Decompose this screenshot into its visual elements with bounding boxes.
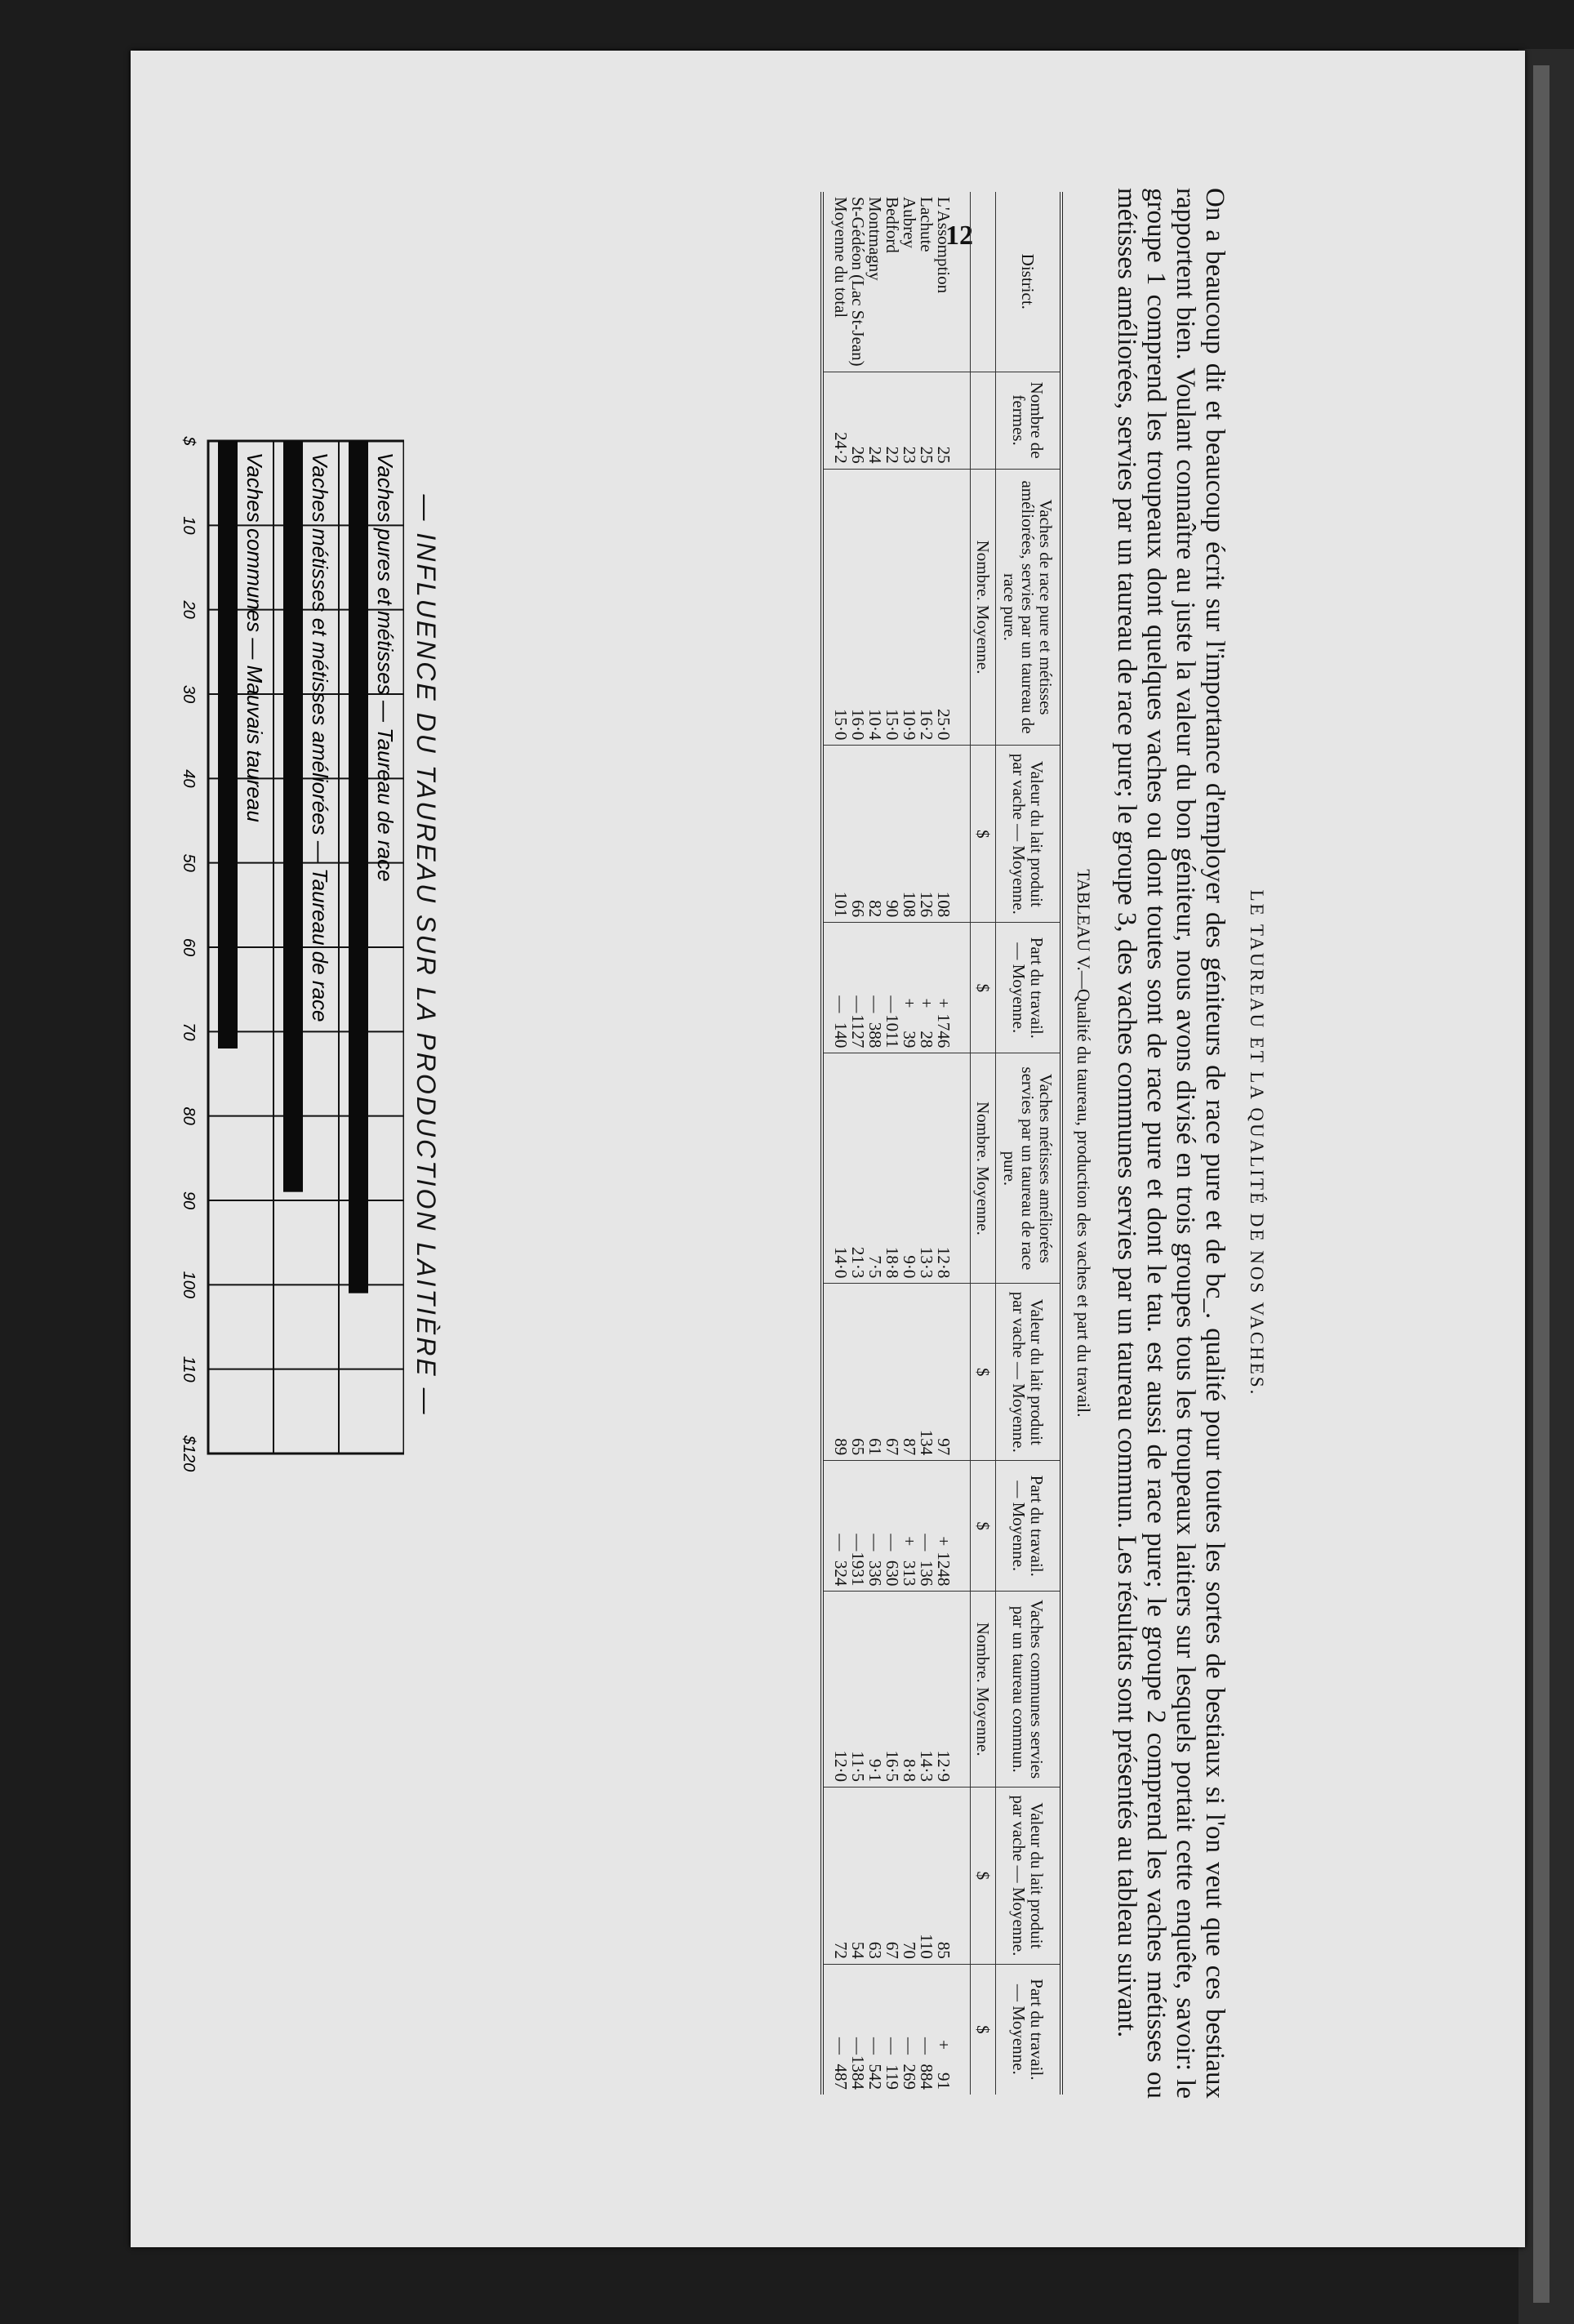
category-label: Vaches communes — Mauvais taureau (242, 452, 267, 822)
table-caption: TABLEAU V.—Qualité du taureau, production des vaches et part du travail. (1074, 869, 1094, 1418)
x-tick-label: 30 (180, 684, 198, 704)
bar (349, 441, 368, 1293)
cell-g1-part-value: 388 (865, 1022, 885, 1048)
chart (147, 425, 441, 1486)
cell-g2-part-value: 1931 (848, 1552, 868, 1587)
cell-district: L'Assomption (934, 197, 954, 294)
x-tick-label: 10 (180, 516, 198, 535)
cell-g2-part-value: 313 (900, 1560, 919, 1587)
cell-g3-valeur: 67 (883, 1787, 900, 1964)
cell-g2-sign: — (883, 1534, 902, 1552)
cell-g2-nombre: 7·5 (866, 1053, 883, 1284)
cell-g2-part (866, 1461, 883, 1592)
cell-g1-part (935, 923, 971, 1053)
chart-title: — INFLUENCE DU TAUREAU SUR LA PRODUCTION LAITIÈRE — (411, 494, 441, 1417)
table-unit-6: $ (971, 1284, 996, 1461)
cell-g2-nombre: 14·0 (822, 1053, 849, 1284)
cell-g1-part-value: 39 (900, 1031, 919, 1048)
x-tick-label: 60 (180, 937, 198, 957)
cell-g1-nombre: 10·9 (900, 469, 918, 746)
cell-g2-part (822, 1461, 849, 1592)
cell-g1-part (866, 923, 883, 1053)
data-table (820, 192, 1063, 2095)
cell-g2-part (849, 1461, 866, 1592)
table-body (822, 192, 971, 2095)
cell-g3-valeur: 85 (935, 1787, 971, 1964)
table-row (918, 192, 935, 2095)
category-label: Vaches pures et métisses — Taureau de race (373, 452, 398, 882)
cell-g1-nombre: 15·0 (822, 469, 849, 746)
cell-g1-part (849, 923, 866, 1053)
cell-g2-valeur: 67 (883, 1284, 900, 1461)
cell-g3-valeur: 72 (822, 1787, 849, 1964)
table-unit-9: $ (971, 1787, 996, 1964)
cell-g2-valeur: 65 (849, 1284, 866, 1461)
cell-g1-part (883, 923, 900, 1053)
table-header-3: Valeur du lait produit par vache — Moyenne. (996, 746, 1062, 923)
table-header-8: Vaches communes servies par un taureau commun. (996, 1592, 1062, 1788)
cell-g3-sign: — (848, 2037, 868, 2055)
table-header-6: Valeur du lait produit par vache — Moyenne. (996, 1284, 1062, 1461)
table-unit-8: Nombre. Moyenne. (971, 1592, 996, 1788)
cell-district: Aubrey (900, 197, 919, 248)
cell-g3-part-value: 884 (917, 2064, 936, 2090)
cell-g3-valeur: 54 (849, 1787, 866, 1964)
x-tick-label: $120 (180, 1435, 198, 1472)
cell-g2-part (883, 1461, 900, 1592)
cell-g1-part-value: 1011 (883, 1014, 902, 1048)
cell-g1-valeur: 101 (822, 746, 849, 923)
intro-paragraph: On a beaucoup dit et beaucoup écrit sur l'importance d'employer des géniteurs de race pure et de bc_. qualité pour toutes les sortes de bestiaux si l'on veut que ces bestiaux rapportent bien. Voulant connaître au juste la valeur du bon géniteur, nous avons divisé en trois groupes tous les troupeaux laitiers sur lesquels portait cette enquête, savoir: le groupe 1 comprend les troupeaux dont quelques vaches ou dont toutes sont de race pure et dont le tau. est aussi de race pure; le groupe 2 comprend les vaches métisses ou métisses améliorées, servies par un taureau de race pure; le groupe 3, des vaches communes servies par un taureau commun. Les résultats sont présentés au tableau suivant. (1112, 188, 1229, 2099)
cell-g1-nombre: 10·4 (866, 469, 883, 746)
cell-g3-nombre: 16·5 (883, 1592, 900, 1788)
cell-g3-nombre: 8·8 (900, 1592, 918, 1788)
x-tick-label: 20 (180, 600, 198, 619)
cell-g2-valeur: 97 (935, 1284, 971, 1461)
table-header-7: Part du travail. — Moyenne. (996, 1461, 1062, 1592)
cell-g3-sign: — (883, 2037, 902, 2055)
table-header-9: Valeur du lait produit par vache — Moyenne. (996, 1787, 1062, 1964)
cell-fermes: 25 (918, 372, 935, 469)
cell-g2-part (935, 1461, 971, 1592)
cell-g3-nombre: 11·5 (849, 1592, 866, 1788)
x-tick-label: 80 (180, 1106, 198, 1125)
cell-g2-sign: — (865, 1534, 885, 1552)
table-row (866, 192, 883, 2095)
cell-g2-valeur: 89 (822, 1284, 849, 1461)
cell-g1-sign: — (865, 995, 885, 1013)
cell-g2-nombre: 13·3 (918, 1053, 935, 1284)
cell-g2-sign: — (848, 1534, 868, 1552)
cell-g3-valeur: 70 (900, 1787, 918, 1964)
cell-district: Moyenne du total (831, 197, 851, 318)
table-row (883, 192, 900, 2095)
cell-g2-valeur: 134 (918, 1284, 935, 1461)
x-tick-label: 100 (180, 1271, 198, 1299)
cell-g2-part-value: 1248 (934, 1552, 954, 1587)
cell-g1-part-value: 140 (831, 1022, 851, 1048)
cell-g3-nombre: 12·9 (935, 1592, 971, 1788)
cell-district: Montmagny (865, 197, 885, 281)
cell-g1-valeur: 82 (866, 746, 883, 923)
cell-g1-nombre: 25·0 (935, 469, 971, 746)
cell-g3-sign: — (900, 2037, 919, 2055)
cell-g3-part (900, 1964, 918, 2095)
cell-g3-sign: — (865, 2037, 885, 2055)
cell-g1-part-value: 28 (917, 1031, 936, 1048)
cell-fermes: 25 (935, 372, 971, 469)
table-header-5: Vaches métisses améliorées servies par un taureau de race pure. (996, 1053, 1062, 1284)
cell-g3-part (883, 1964, 900, 2095)
cell-g2-valeur: 87 (900, 1284, 918, 1461)
cell-g1-part (822, 923, 849, 1053)
scan-page-edge (1533, 65, 1550, 2303)
cell-g1-part-value: 1127 (848, 1014, 868, 1048)
x-tick-label: 50 (180, 853, 198, 872)
table-header-0: District. (1018, 253, 1038, 309)
cell-g2-nombre: 21·3 (849, 1053, 866, 1284)
page-number: 12 (945, 220, 973, 251)
x-tick-label: 40 (180, 769, 198, 788)
cell-g1-part-value: 1746 (934, 1013, 954, 1048)
cell-g3-part-value: 487 (831, 2064, 851, 2090)
cell-g3-valeur: 110 (918, 1787, 935, 1964)
cell-g1-valeur: 90 (883, 746, 900, 923)
cell-g1-part (918, 923, 935, 1053)
cell-g1-sign: — (831, 995, 851, 1013)
cell-g3-nombre: 14·3 (918, 1592, 935, 1788)
cell-g1-sign: + (917, 998, 936, 1008)
cell-district: St-Gédéon (Lac St-Jean) (848, 197, 868, 367)
bar-chart-svg (159, 425, 404, 1486)
cell-g3-nombre: 12·0 (822, 1592, 849, 1788)
table-unit-4: $ (971, 923, 996, 1053)
table-unit-1 (971, 372, 996, 469)
table-header-1: Nombre de fermes. (996, 372, 1062, 469)
bar (218, 441, 238, 1048)
cell-g2-sign: + (934, 1536, 954, 1547)
cell-fermes: 23 (900, 372, 918, 469)
table-unit-10: $ (971, 1964, 996, 2095)
cell-g1-valeur: 108 (900, 746, 918, 923)
cell-g1-nombre: 16·0 (849, 469, 866, 746)
table-row (849, 192, 866, 2095)
category-label: Vaches métisses et métisses améliorées — Taureau de race (308, 452, 332, 1022)
cell-g3-sign: + (934, 2040, 954, 2050)
table-row (822, 192, 849, 2095)
cell-g3-sign: — (831, 2037, 851, 2055)
cell-g3-part (849, 1964, 866, 2095)
cell-g3-valeur: 63 (866, 1787, 883, 1964)
table-header-4: Part du travail. — Moyenne. (996, 923, 1062, 1053)
cell-g3-part-value: 1384 (848, 2055, 868, 2090)
x-tick-label: $ (180, 436, 198, 446)
table-units-row (971, 192, 996, 2095)
rotated-page-content (147, 163, 1274, 2123)
cell-g3-part (822, 1964, 849, 2095)
cell-district: Bedford (883, 197, 902, 253)
cell-g2-part-value: 136 (917, 1560, 936, 1587)
cell-g1-sign: — (883, 995, 902, 1013)
cell-g2-part-value: 630 (883, 1560, 902, 1587)
cell-g3-sign: — (917, 2037, 936, 2055)
cell-g2-part (918, 1461, 935, 1592)
cell-g1-nombre: 15·0 (883, 469, 900, 746)
cell-g3-part (866, 1964, 883, 2095)
table-unit-3: $ (971, 746, 996, 923)
table-row (935, 192, 971, 2095)
cell-g2-part-value: 336 (865, 1560, 885, 1587)
cell-g1-valeur: 126 (918, 746, 935, 923)
cell-g1-sign: + (934, 998, 954, 1008)
table-unit-2: Nombre. Moyenne. (971, 469, 996, 746)
cell-g2-part-value: 324 (831, 1560, 851, 1587)
cell-g1-sign: — (848, 995, 868, 1013)
table-unit-7: $ (971, 1461, 996, 1592)
cell-g3-nombre: 9·1 (866, 1592, 883, 1788)
cell-g1-valeur: 108 (935, 746, 971, 923)
cell-g2-nombre: 9·0 (900, 1053, 918, 1284)
cell-g3-part-value: 119 (883, 2064, 902, 2090)
cell-g2-sign: — (917, 1534, 936, 1552)
cell-g1-part (900, 923, 918, 1053)
cell-g2-sign: — (831, 1534, 851, 1552)
x-tick-label: 110 (180, 1356, 198, 1382)
cell-g3-part (935, 1964, 971, 2095)
cell-g1-nombre: 16·2 (918, 469, 935, 746)
bar (283, 441, 303, 1192)
cell-fermes: 24 (866, 372, 883, 469)
x-tick-label: 90 (180, 1191, 198, 1210)
cell-fermes: 26 (849, 372, 866, 469)
cell-fermes: 22 (883, 372, 900, 469)
cell-g2-part (900, 1461, 918, 1592)
cell-g2-valeur: 61 (866, 1284, 883, 1461)
cell-g3-part-value: 91 (934, 2072, 954, 2090)
cell-district: Lachute (917, 197, 936, 252)
table-header-2: Vaches de race pure et métisses améliorées, servies par un taureau de race pure. (996, 469, 1062, 746)
section-title: LE TAUREAU ET LA QUALITÉ DE NOS VACHES. (1247, 889, 1267, 1397)
table-row (900, 192, 918, 2095)
cell-g1-valeur: 66 (849, 746, 866, 923)
cell-fermes: 24·2 (822, 372, 849, 469)
table-unit-0 (971, 192, 996, 372)
cell-g2-nombre: 12·8 (935, 1053, 971, 1284)
cell-g2-nombre: 18·8 (883, 1053, 900, 1284)
cell-g3-part (918, 1964, 935, 2095)
cell-g1-sign: + (900, 998, 919, 1008)
cell-g2-sign: + (900, 1536, 919, 1547)
cell-g3-part-value: 542 (865, 2064, 885, 2090)
x-tick-label: 70 (180, 1022, 198, 1041)
table-header-10: Part du travail. — Moyenne. (996, 1964, 1062, 2095)
cell-g3-part-value: 269 (900, 2064, 919, 2090)
table-unit-5: Nombre. Moyenne. (971, 1053, 996, 1284)
table-header-row (996, 192, 1062, 2095)
